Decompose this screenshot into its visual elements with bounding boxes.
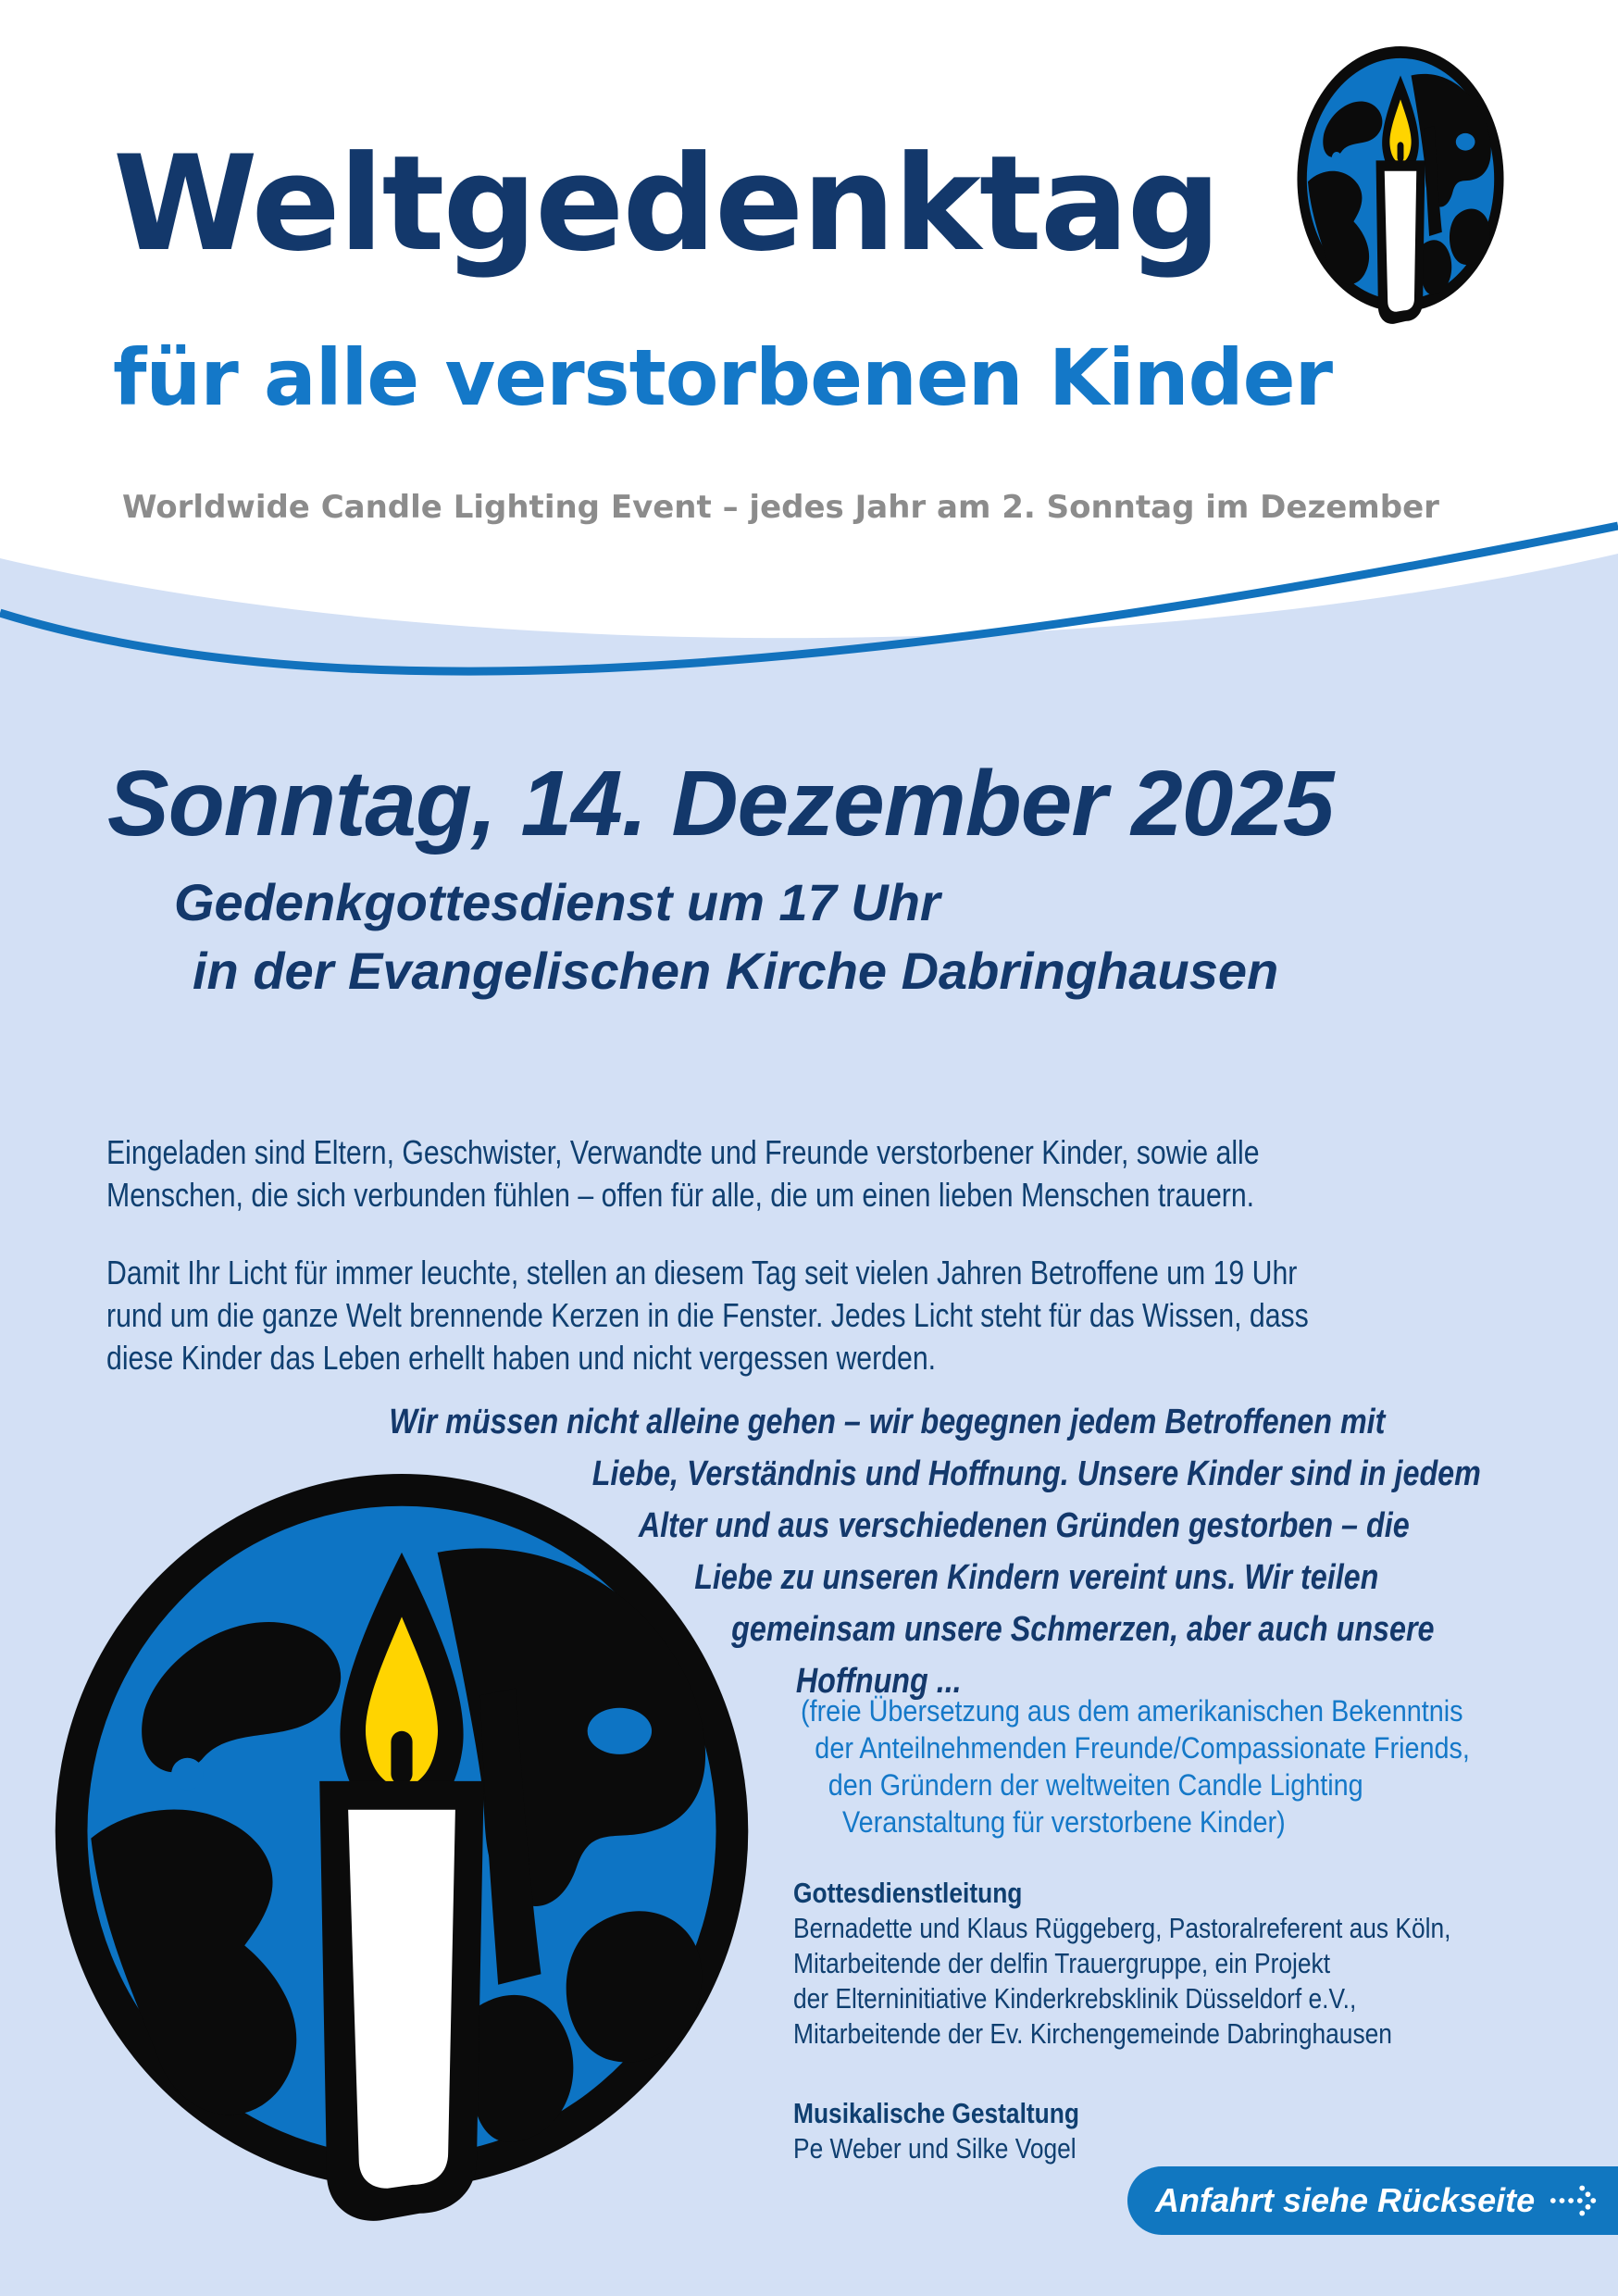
quote-line: Wir müssen nicht alleine gehen – wir begegnen jedem Betroffenen mit: [389, 1403, 1386, 1441]
dotted-arrow-right-icon: [1548, 2182, 1601, 2219]
service-leader-line: Mitarbeitende der delfin Trauergruppe, ein Projekt: [793, 1947, 1331, 1979]
intro-paragraph: [106, 1131, 1260, 1217]
quote-line: Liebe zu unseren Kindern vereint uns. Wir teilen: [694, 1558, 1379, 1597]
page-title: Weltgedenktag: [113, 128, 1220, 281]
service-leader-line: Bernadette und Klaus Rüggeberg, Pastoralreferent aus Köln,: [793, 1912, 1451, 1944]
candle-paragraph: [106, 1252, 1309, 1379]
quote-line: Alter und aus verschiedenen Gründen gestorben – die: [638, 1506, 1410, 1545]
intro-line: Eingeladen sind Eltern, Geschwister, Verwandte und Freunde verstorbener Kinder, sowie alle: [106, 1133, 1260, 1171]
service-time-line: Gedenkgottesdienst um 17 Uhr: [174, 873, 940, 931]
candle-line: Damit Ihr Licht für immer leuchte, stellen an diesem Tag seit vielen Jahren Betroffene um 19 Uhr: [106, 1254, 1298, 1292]
attribution-line: den Gründern der weltweiten Candle Lighting: [828, 1768, 1363, 1802]
music-line: Pe Weber und Silke Vogel: [793, 2132, 1077, 2165]
service-leader-line: Mitarbeitende der Ev. Kirchengemeinde Dabringhausen: [793, 2017, 1392, 2050]
attribution-line: (freie Übersetzung aus dem amerikanischen Bekenntnis: [801, 1694, 1463, 1728]
event-date-heading: Sonntag, 14. Dezember 2025: [107, 752, 1334, 855]
wave-divider: [0, 500, 1618, 704]
globe-candle-logo-small: [1294, 46, 1507, 328]
attribution-line: der Anteilnehmenden Freunde/Compassionate Friends,: [815, 1731, 1470, 1765]
directions-label: Anfahrt siehe Rückseite: [1155, 2181, 1536, 2219]
service-leaders-heading: Gottesdienstleitung: [793, 1877, 1023, 1909]
page-subtitle: für alle verstorbenen Kinder: [113, 332, 1333, 423]
quote-line: gemeinsam unsere Schmerzen, aber auch unsere: [731, 1610, 1435, 1649]
intro-line: Menschen, die sich verbunden fühlen – offen für alle, die um einen lieben Menschen trauern.: [106, 1176, 1255, 1214]
service-location-line: in der Evangelischen Kirche Dabringhausen: [193, 942, 1279, 1000]
attribution-line: Veranstaltung für verstorbene Kinder): [842, 1805, 1286, 1839]
event-tagline: Worldwide Candle Lighting Event – jedes Jahr am 2. Sonntag im Dezember: [122, 489, 1439, 526]
music-block: [793, 2096, 1079, 2166]
directions-banner: [1127, 2166, 1618, 2235]
service-leaders-block: [793, 1876, 1450, 2052]
service-leader-line: der Elterninitiative Kinderkrebsklinik Düsseldorf e.V.,: [793, 1982, 1357, 2015]
candle-line: rund um die ganze Welt brennende Kerzen in die Fenster. Jedes Licht steht für das Wissen, dass: [106, 1296, 1309, 1334]
quote-attribution: [801, 1692, 1470, 1841]
candle-line: diese Kinder das Leben erhellt haben und nicht vergessen werden.: [106, 1339, 937, 1377]
quote-line: Hoffnung ...: [795, 1662, 962, 1701]
globe-candle-logo-large: [44, 1474, 759, 2231]
quote-line: Liebe, Verständnis und Hoffnung. Unsere Kinder sind in jedem: [591, 1454, 1481, 1493]
music-heading: Musikalische Gestaltung: [793, 2097, 1079, 2129]
